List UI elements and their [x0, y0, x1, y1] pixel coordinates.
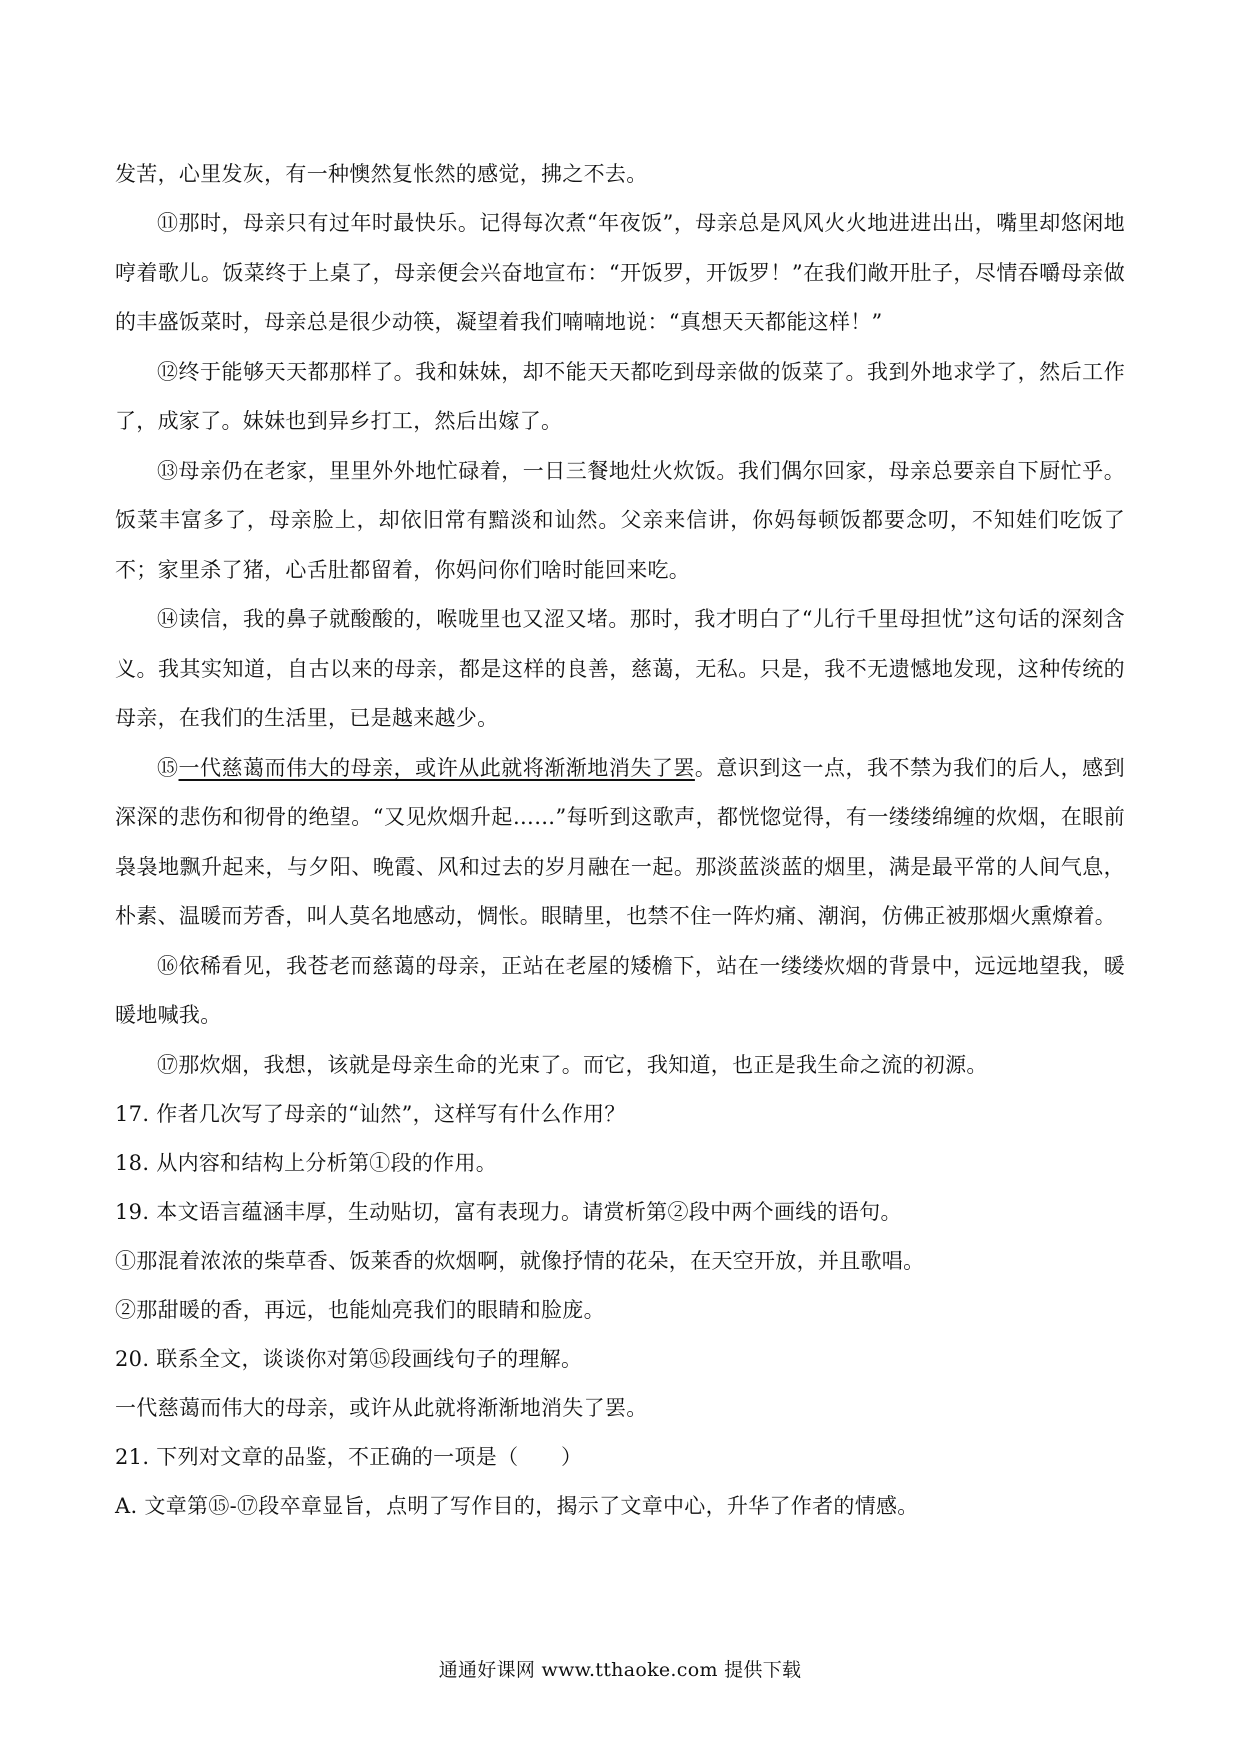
paragraph-15-number: ⑮ [157, 755, 179, 780]
paragraph-11: ⑪那时，母亲只有过年时最快乐。记得每次煮“年夜饭”，母亲总是风风火火地进进出出，嘴里却悠闲地哼着歌儿。饭菜终于上桌了，母亲便会兴奋地宣布：“开饭罗，开饭罗！”在我们敞开肚子，尽情吞嚼母亲做的丰盛饭菜时，母亲总是很少动筷，凝望着我们喃喃地说：“真想天天都能这样！” [115, 211, 1125, 334]
paragraph-15-rest: 。意识到这一点，我不禁为我们的后人，感到深深的悲伤和彻骨的绝望。“又见炊烟升起……”每听到这歌声，都恍惚觉得，有一缕缕绵缠的炊烟，在眼前袅袅地飘升起来，与夕阳、晚霞、风和过去的岁月融在一起。那淡蓝淡蓝的烟里，满是最平常的人间气息，朴素、温暖而芳香，叫人莫名地感动，惆怅。眼睛里，也禁不住一阵灼痛、潮润，仿佛正被那烟火熏燎着。 [115, 755, 1125, 928]
paragraph-13: ⑬母亲仍在老家，里里外外地忙碌着，一日三餐地灶火炊饭。我们偶尔回家，母亲总要亲自下厨忙乎。饭菜丰富多了，母亲脸上，却依旧常有黯淡和讪然。父亲来信讲，你妈每顿饭都要念叨，不知娃们吃饭了不；家里杀了猪，心舌肚都留着，你妈问你们啥时能回来吃。 [115, 458, 1125, 582]
paragraph-10-tail: 发苦，心里发灰，有一种懊然复怅然的感觉，拂之不去。 [115, 162, 648, 186]
paragraph-17: ⑰那炊烟，我想，该就是母亲生命的光束了。而它，我知道，也正是我生命之流的初源。 [157, 1052, 988, 1077]
question-18: 18. 从内容和结构上分析第①段的作用。 [115, 1151, 498, 1175]
paragraph-16: ⑯依稀看见，我苍老而慈蔼的母亲，正站在老屋的矮檐下，站在一缕缕炊烟的背景中，远远地望我，暖暖地喊我。 [115, 953, 1125, 1027]
question-19: 19. 本文语言蕴涵丰厚，生动贴切，富有表现力。请赏析第②段中两个画线的语句。 [115, 1200, 902, 1224]
page-footer: 通通好课网 www.tthaoke.com 提供下载 [438, 1659, 802, 1681]
paragraph-12: ⑫终于能够天天都那样了。我和妹妹，却不能天天都吃到母亲做的饭菜了。我到外地求学了，然后工作了，成家了。妹妹也到异乡打工，然后出嫁了。 [115, 359, 1125, 433]
question-19-sentence-1: ①那混着浓浓的柴草香、饭莱香的炊烟啊，就像抒情的花朵，在天空开放，并且歌唱。 [115, 1249, 925, 1273]
question-20-quote: 一代慈蔼而伟大的母亲，或许从此就将渐渐地消失了罢。 [115, 1396, 648, 1420]
paragraph-15-underlined-sentence: 一代慈蔼而伟大的母亲，或许从此就将渐渐地消失了罢 [178, 755, 695, 780]
paragraph-14: ⑭读信，我的鼻子就酸酸的，喉咙里也又涩又堵。那时，我才明白了“儿行千里母担忧”这句话的深刻含义。我其实知道，自古以来的母亲，都是这样的良善，慈蔼，无私。只是，我不无遗憾地发现，这种传统的母亲，在我们的生活里，已是越来越少。 [115, 607, 1125, 730]
paragraph-15 [115, 744, 1125, 942]
question-20: 20. 联系全文，谈谈你对第⑮段画线句子的理解。 [115, 1347, 583, 1371]
document-body [115, 150, 1125, 1531]
question-21-option-a: A. 文章第⑮-⑰段卒章显旨，点明了写作目的，揭示了文章中心，升华了作者的情感。 [115, 1494, 919, 1518]
question-19-sentence-2: ②那甜暖的香，再远，也能灿亮我们的眼睛和脸庞。 [115, 1298, 605, 1322]
question-17: 17. 作者几次写了母亲的“讪然”，这样写有什么作用？ [115, 1102, 626, 1126]
question-21: 21. 下列对文章的品鉴，不正确的一项是（ ） [115, 1445, 583, 1469]
